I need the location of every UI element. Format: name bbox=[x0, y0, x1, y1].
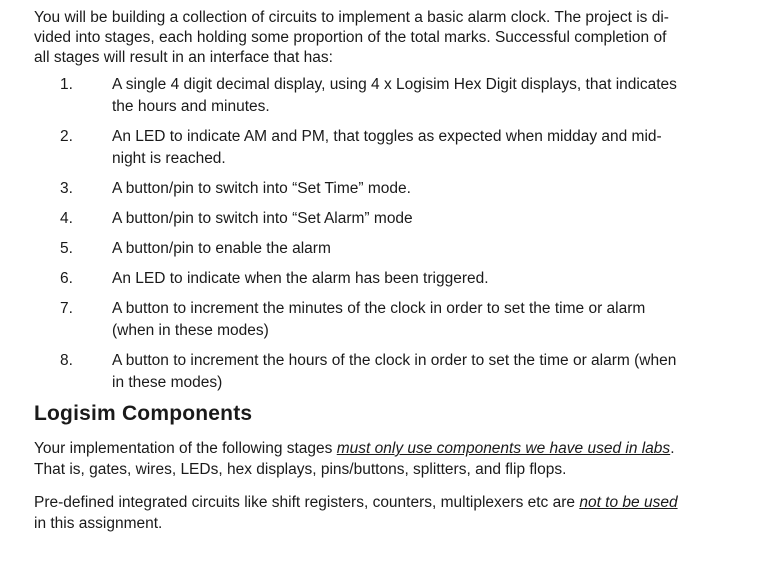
list-item-line-2: the hours and minutes. bbox=[112, 98, 270, 115]
section-heading: Logisim Components bbox=[34, 402, 253, 425]
intro-line-2: vided into stages, each holding some proportion of the total marks. Successful completion of bbox=[34, 29, 667, 46]
list-item-text bbox=[112, 126, 734, 170]
list-item-line-1: A button/pin to switch into “Set Alarm” mode bbox=[112, 210, 413, 227]
intro-line-3: all stages will result in an interface that has: bbox=[34, 49, 333, 66]
list-item-line-1: An LED to indicate when the alarm has been triggered. bbox=[112, 270, 489, 287]
list-item-number: 4. bbox=[60, 210, 73, 227]
list-item bbox=[34, 268, 734, 290]
list-item-text bbox=[112, 298, 734, 342]
paragraph-line-1 bbox=[34, 438, 734, 459]
list-item-line-2: (when in these modes) bbox=[112, 322, 269, 339]
underlined-emphasis: not to be used bbox=[579, 494, 678, 511]
paragraph-text: Your implementation of the following stages bbox=[34, 440, 337, 457]
intro-paragraph bbox=[34, 8, 734, 68]
list-item bbox=[34, 238, 734, 260]
list-item-number: 8. bbox=[60, 352, 73, 369]
paragraph-text: . bbox=[670, 440, 675, 457]
list-item-number: 2. bbox=[60, 128, 73, 145]
paragraph-line-2: in this assignment. bbox=[34, 515, 163, 532]
list-item bbox=[34, 126, 734, 170]
list-item bbox=[34, 350, 734, 394]
list-item-line-1: A button to increment the minutes of the clock in order to set the time or alarm bbox=[112, 300, 646, 317]
list-item-line-1: A single 4 digit decimal display, using 4 x Logisim Hex Digit displays, that indicates bbox=[112, 76, 677, 93]
list-item-number: 6. bbox=[60, 270, 73, 287]
list-item bbox=[34, 208, 734, 230]
list-item-line-1: A button to increment the hours of the clock in order to set the time or alarm (when bbox=[112, 352, 677, 369]
list-item bbox=[34, 298, 734, 342]
list-item-text bbox=[112, 238, 734, 260]
list-item-text bbox=[112, 350, 734, 394]
list-item-number: 5. bbox=[60, 240, 73, 257]
list-item bbox=[34, 178, 734, 200]
document-page bbox=[34, 8, 734, 546]
list-item-text bbox=[112, 74, 734, 118]
list-item-number: 1. bbox=[60, 76, 73, 93]
paragraph-line-2: That is, gates, wires, LEDs, hex displays, pins/buttons, splitters, and flip flops. bbox=[34, 461, 567, 478]
list-item-line-2: night is reached. bbox=[112, 150, 226, 167]
components-paragraph-2 bbox=[34, 492, 734, 534]
list-item-text bbox=[112, 178, 734, 200]
paragraph-line-1 bbox=[34, 492, 734, 513]
paragraph-text: Pre-defined integrated circuits like shift registers, counters, multiplexers etc are bbox=[34, 494, 580, 511]
list-item-line-1: A button/pin to switch into “Set Time” mode. bbox=[112, 180, 411, 197]
underlined-emphasis: must only use components we have used in labs bbox=[336, 440, 671, 457]
list-item-number: 7. bbox=[60, 300, 73, 317]
intro-line-1: You will be building a collection of circuits to implement a basic alarm clock. The project is di- bbox=[34, 9, 669, 26]
list-item-number: 3. bbox=[60, 180, 73, 197]
list-item-text bbox=[112, 208, 734, 230]
list-item-text bbox=[112, 268, 734, 290]
stages-list bbox=[34, 74, 734, 394]
list-item bbox=[34, 74, 734, 118]
list-item-line-2: in these modes) bbox=[112, 374, 223, 391]
list-item-line-1: An LED to indicate AM and PM, that toggles as expected when midday and mid- bbox=[112, 128, 662, 145]
components-paragraph-1 bbox=[34, 438, 734, 480]
list-item-line-1: A button/pin to enable the alarm bbox=[112, 240, 331, 257]
